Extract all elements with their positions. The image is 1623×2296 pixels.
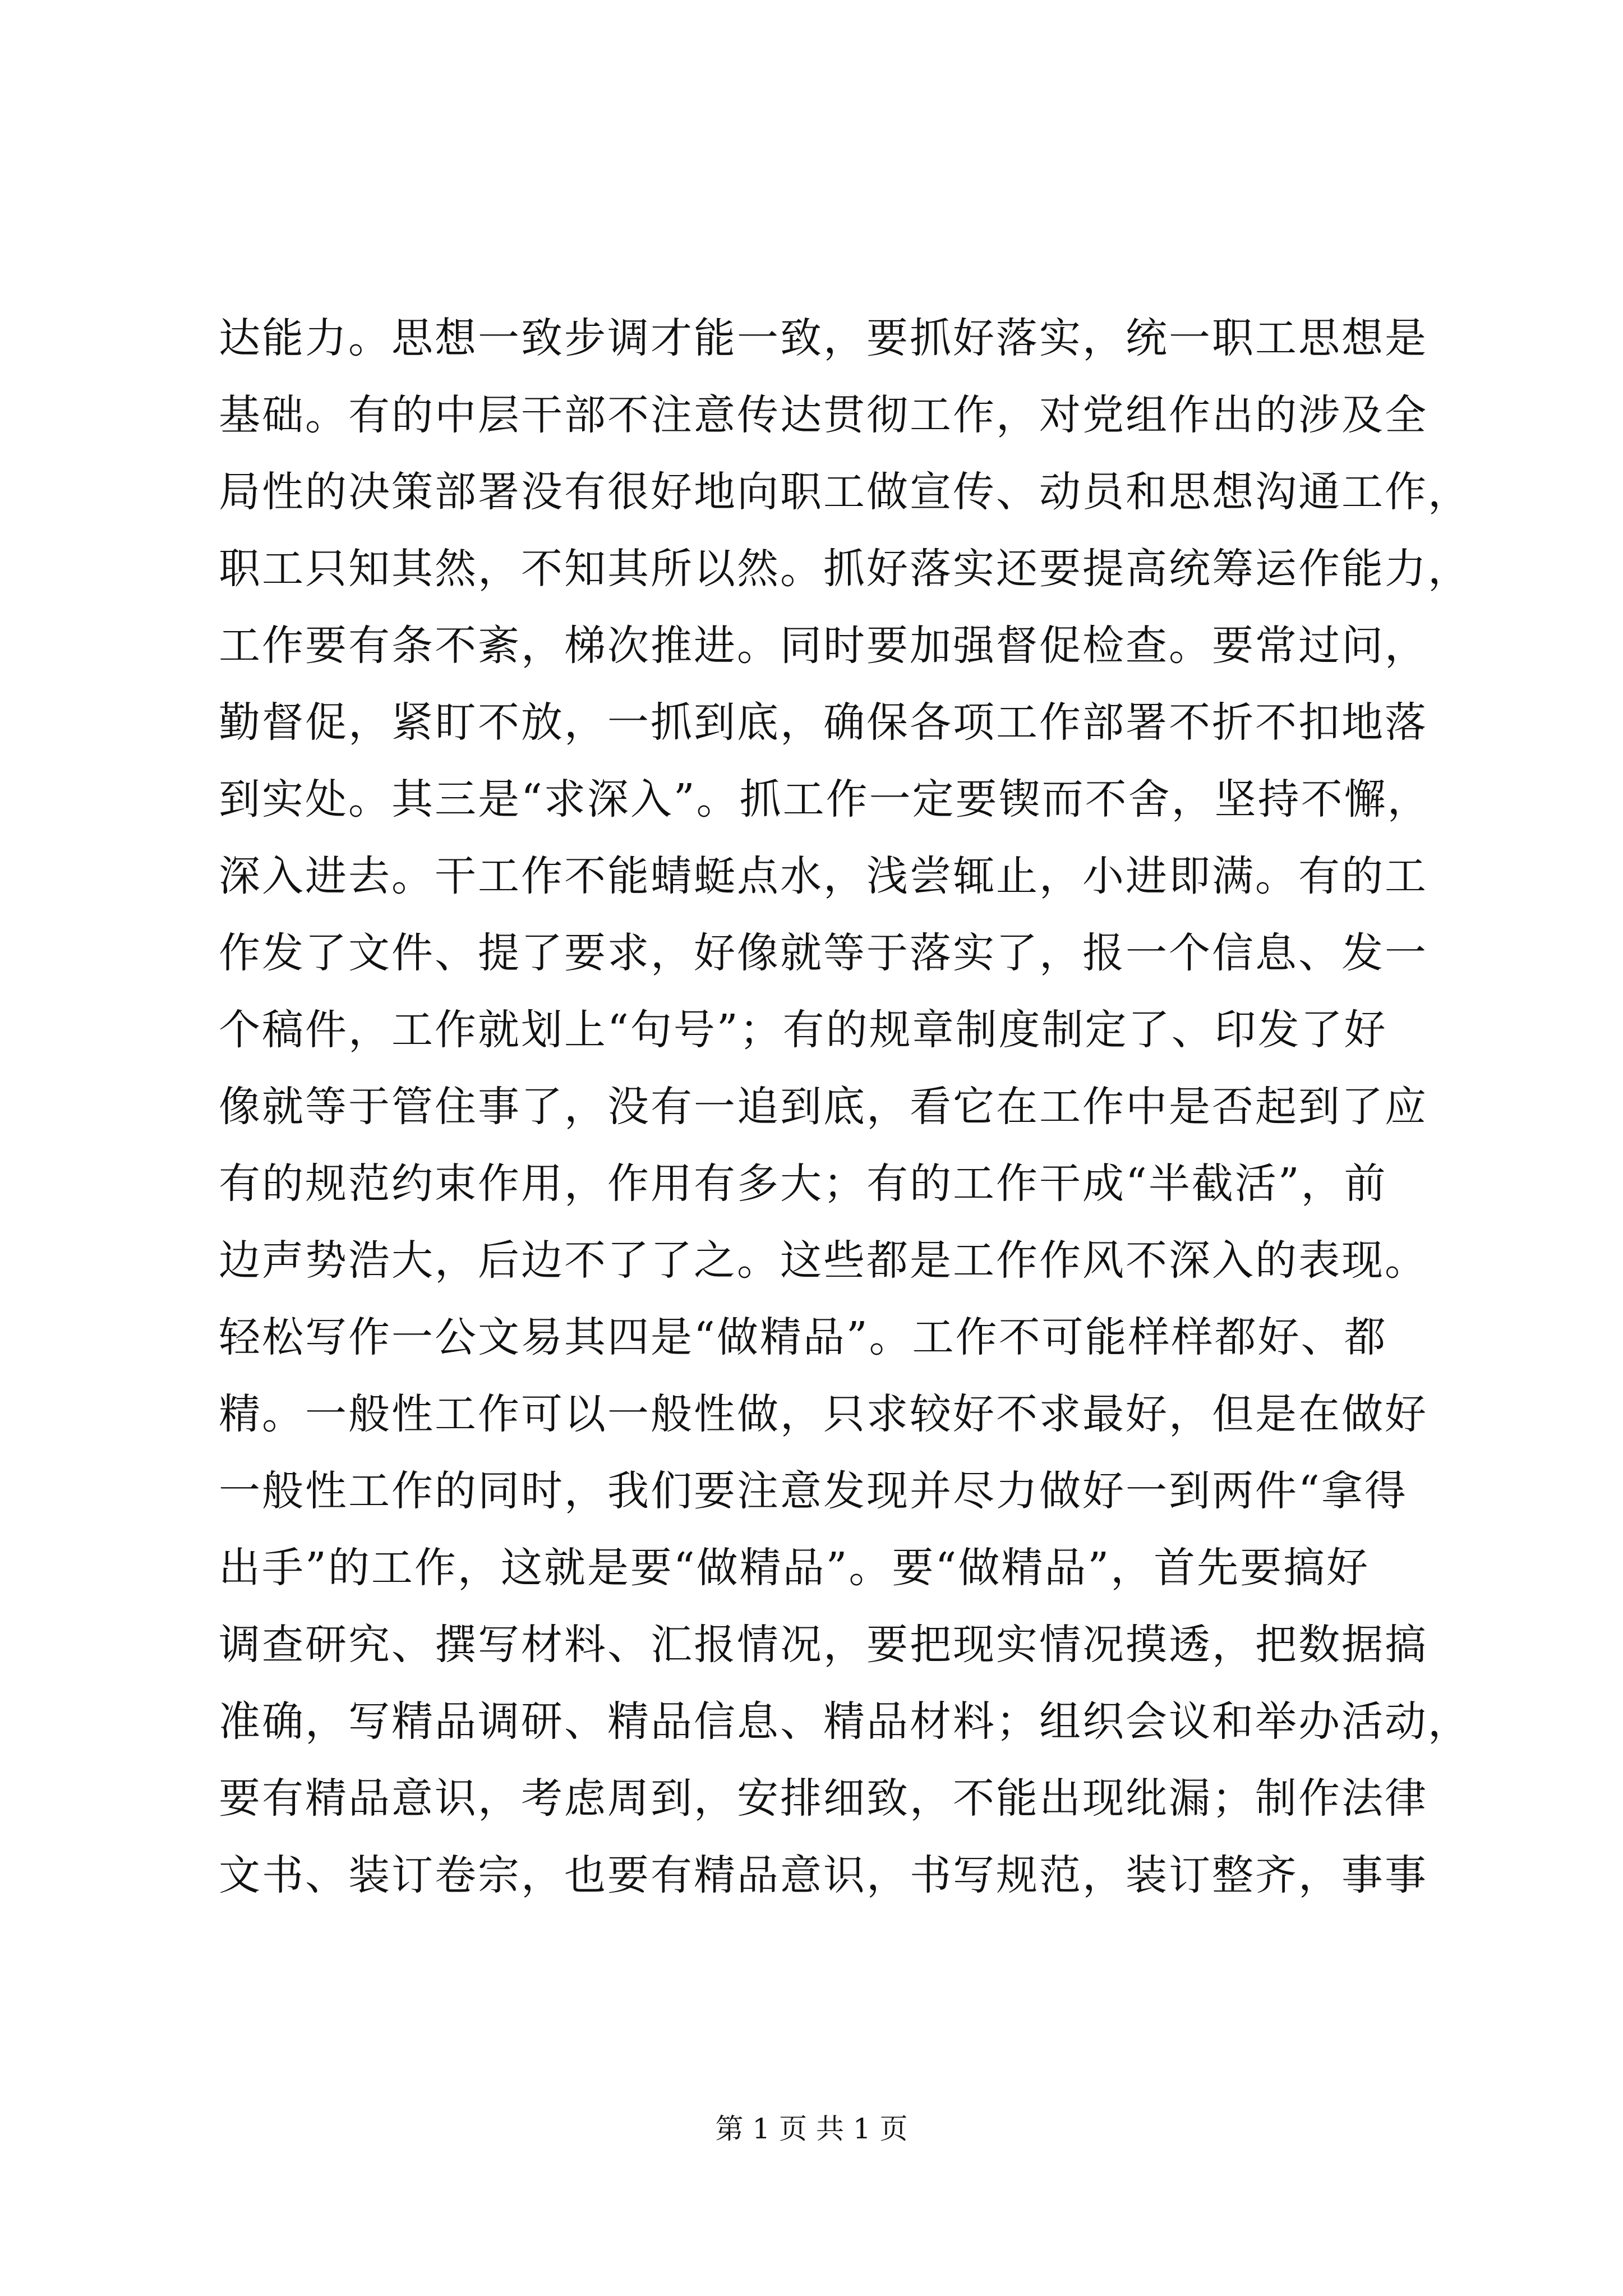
text-line: 深入进去。干工作不能蜻蜓点水，浅尝辄止，小进即满。有的工	[219, 852, 1428, 900]
text-line: 达能力。思想一致步调才能一致，要抓好落实，统一职工思想是	[219, 314, 1428, 362]
text-line: 基础。有的中层干部不注意传达贯彻工作，对党组作出的涉及全	[219, 391, 1428, 439]
document-body	[219, 300, 1471, 1914]
text-line: 要有精品意识，考虑周到，安排细致，不能出现纰漏；制作法律	[219, 1774, 1428, 1823]
text-line: 职工只知其然，不知其所以然。抓好落实还要提高统筹运作能力，	[219, 545, 1471, 593]
text-line: 到实处。其三是“求深入”。抓工作一定要锲而不舍，坚持不懈，	[219, 775, 1431, 823]
text-line: 局性的决策部署没有很好地向职工做宣传、动员和思想沟通工作，	[219, 468, 1471, 516]
text-line: 准确，写精品调研、精品信息、精品材料；组织会议和举办活动，	[219, 1697, 1471, 1746]
text-line: 勤督促，紧盯不放，一抓到底，确保各项工作部署不折不扣地落	[219, 698, 1428, 747]
text-line: 像就等于管住事了，没有一追到底，看它在工作中是否起到了应	[219, 1083, 1428, 1131]
text-line: 边声势浩大，后边不了了之。这些都是工作作风不深入的表现。	[219, 1236, 1428, 1285]
text-line: 作发了文件、提了要求，好像就等于落实了，报一个信息、发一	[219, 929, 1428, 977]
text-line: 有的规范约束作用，作用有多大；有的工作干成“半截活”，前	[219, 1159, 1387, 1208]
page-number-label: 第 1 页 共 1 页	[715, 2113, 908, 2145]
page-footer	[0, 2109, 1623, 2148]
text-line: 轻松写作一公文易其四是“做精品”。工作不可能样样都好、都	[219, 1313, 1387, 1361]
text-line: 个稿件，工作就划上“句号”；有的规章制度制定了、印发了好	[219, 1006, 1387, 1054]
text-line: 精。一般性工作可以一般性做，只求较好不求最好，但是在做好	[219, 1390, 1428, 1438]
text-line: 调查研究、撰写材料、汇报情况，要把现实情况摸透，把数据搞	[219, 1621, 1428, 1669]
text-line: 一般性工作的同时，我们要注意发现并尽力做好一到两件“拿得	[219, 1467, 1408, 1515]
text-line: 工作要有条不紊，梯次推进。同时要加强督促检查。要常过问，	[219, 622, 1428, 670]
text-line: 文书、装订卷宗，也要有精品意识，书写规范，装订整齐，事事	[219, 1851, 1428, 1899]
text-line: 出手”的工作，这就是要“做精品”。要“做精品”，首先要搞好	[219, 1544, 1370, 1592]
